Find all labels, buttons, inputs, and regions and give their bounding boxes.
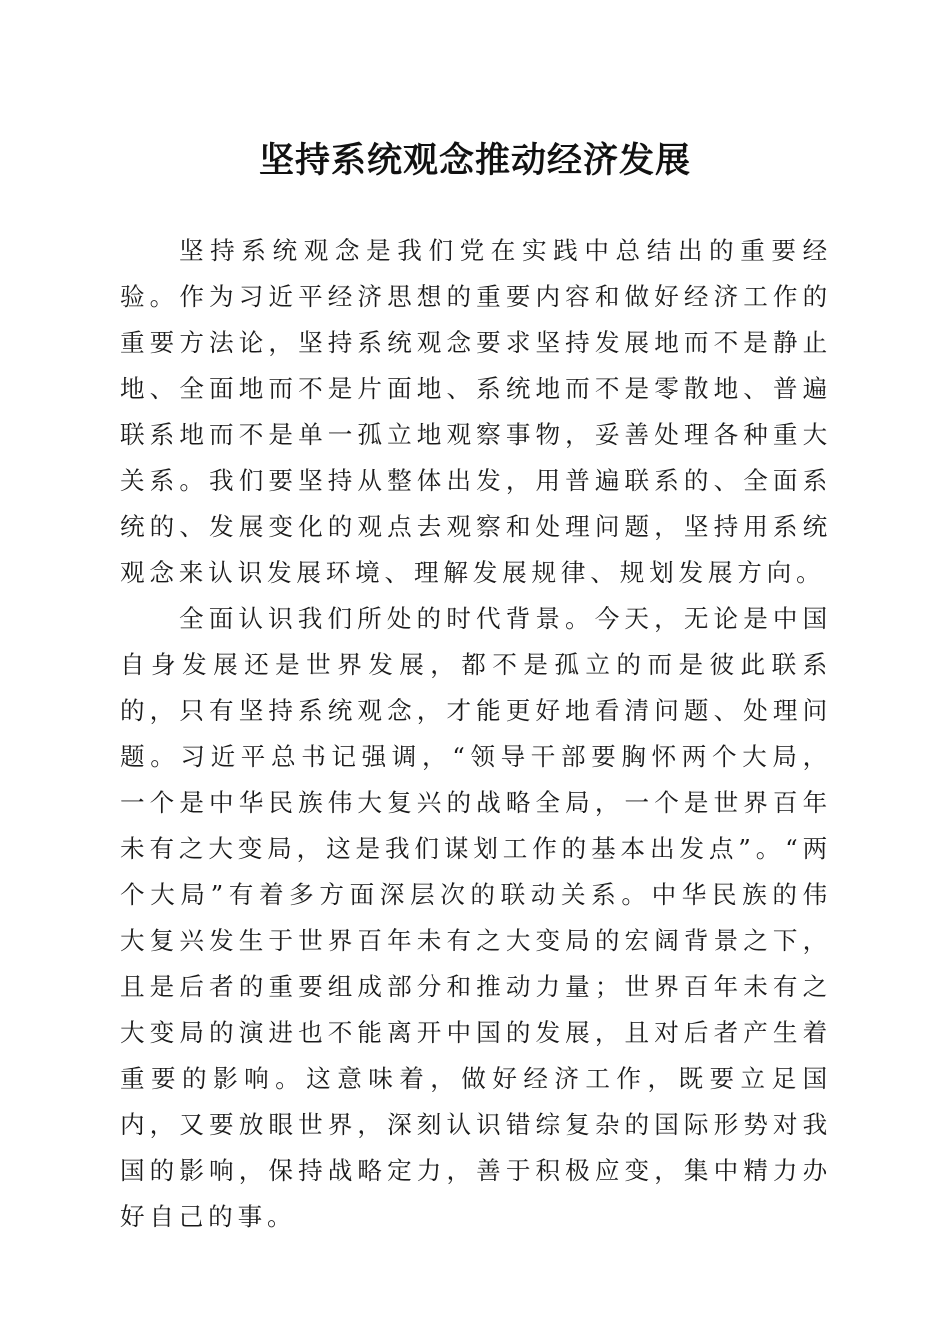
- document-body: [120, 228, 832, 1240]
- paragraph-system-concept: 坚持系统观念是我们党在实践中总结出的重要经验。作为习近平经济思想的重要内容和做好经济工作的重要方法论，坚持系统观念要求坚持发展地而不是静止地、全面地而不是片面地、系统地而不是零散地、普遍联系地而不是单一孤立地观察事物，妥善处理各种重大关系。我们要坚持从整体出发，用普遍联系的、全面系统的、发展变化的观点去观察和处理问题，坚持用系统观念来认识发展环境、理解发展规律、规划发展方向。: [120, 236, 832, 587]
- document-title: 坚持系统观念推动经济发展: [258, 141, 691, 181]
- paragraph-era-background: 全面认识我们所处的时代背景。今天，无论是中国自身发展还是世界发展，都不是孤立的而是彼此联系的，只有坚持系统观念，才能更好地看清问题、处理问题。习近平总书记强调，“领导干部要胸怀两个大局，一个是中华民族伟大复兴的战略全局，一个是世界百年未有之大变局，这是我们谋划工作的基本出发点”。“两个大局”有着多方面深层次的联动关系。中华民族的伟大复兴发生于世界百年未有之大变局的宏阔背景之下，且是后者的重要组成部分和推动力量；世界百年未有之大变局的演进也不能离开中国的发展，且对后者产生着重要的影响。这意味着，做好经济工作，既要立足国内，又要放眼世界，深刻认识错综复杂的国际形势对我国的影响，保持战略定力，善于积极应变，集中精力办好自己的事。: [120, 604, 832, 1231]
